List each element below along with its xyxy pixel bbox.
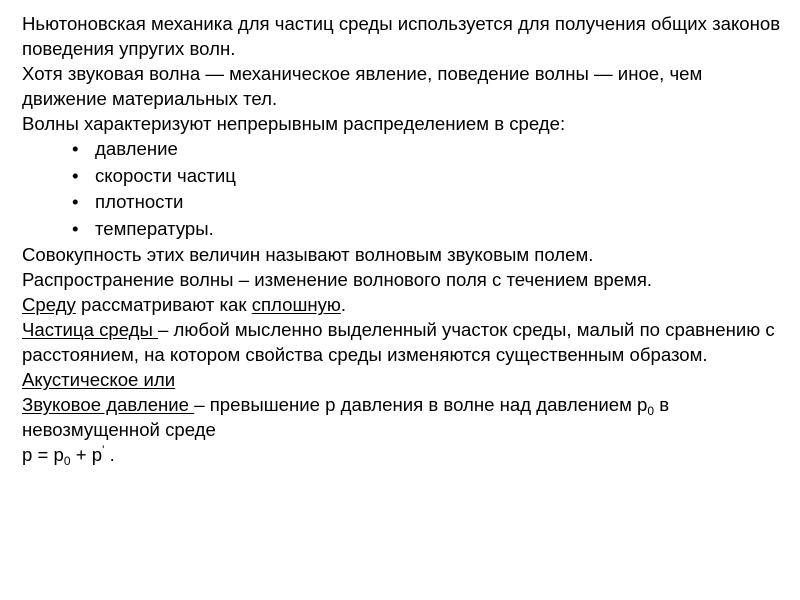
pressure-subscript: 0 <box>647 404 655 418</box>
pressure-definition <box>22 392 782 442</box>
pressure-formula <box>22 442 782 467</box>
bullet-list <box>22 136 782 242</box>
medium-end: . <box>340 294 347 315</box>
medium-definition <box>22 292 782 317</box>
formula-subscript: 0 <box>63 454 71 468</box>
acoustic-term: Акустическое или <box>22 369 176 390</box>
formula-lhs: p = p <box>22 444 64 465</box>
medium-text: рассматривают как <box>75 294 252 315</box>
formula-plus: + p <box>70 444 103 465</box>
field-definition: Совокупность этих величин называют волновым звуковым полем. <box>22 244 594 265</box>
intro-paragraph-3: Волны характеризуют непрерывным распределением в среде: <box>22 113 566 134</box>
bullet-item-pressure: • давление <box>72 136 782 163</box>
intro-paragraph-1: Ньютоновская механика для частиц среды используется для получения общих законов поведения упругих волн. <box>22 13 781 59</box>
pressure-text: – превышение p давления в волне над давлением p <box>194 394 648 415</box>
bullet-item-temperature: • температуры. <box>72 216 782 243</box>
slide-content <box>22 11 782 467</box>
particle-definition <box>22 317 782 367</box>
medium-term: Среду <box>22 294 76 315</box>
acoustic-term-line <box>22 367 782 392</box>
formula-end: . <box>104 444 115 465</box>
bullet-item-density: • плотности <box>72 189 782 216</box>
particle-term: Частица среды <box>22 319 159 340</box>
intro-paragraph-2: Хотя звуковая волна — механическое явление, поведение волны — иное, чем движение материальных тел. <box>22 63 703 109</box>
pressure-text-end: в невозмущенной среде <box>22 394 670 440</box>
particle-text: – любой мысленно выделенный участок среды, малый по сравнению с расстоянием, на котором свойства среды изменяются существенным образом. <box>22 319 775 365</box>
continuous-term: сплошную <box>251 294 341 315</box>
propagation-definition: Распространение волны – изменение волнового поля с течением время. <box>22 269 653 290</box>
sound-pressure-term: Звуковое давление <box>22 394 195 415</box>
formula-prime: ' <box>102 443 105 457</box>
bullet-item-velocity: • скорости частиц <box>72 163 782 190</box>
